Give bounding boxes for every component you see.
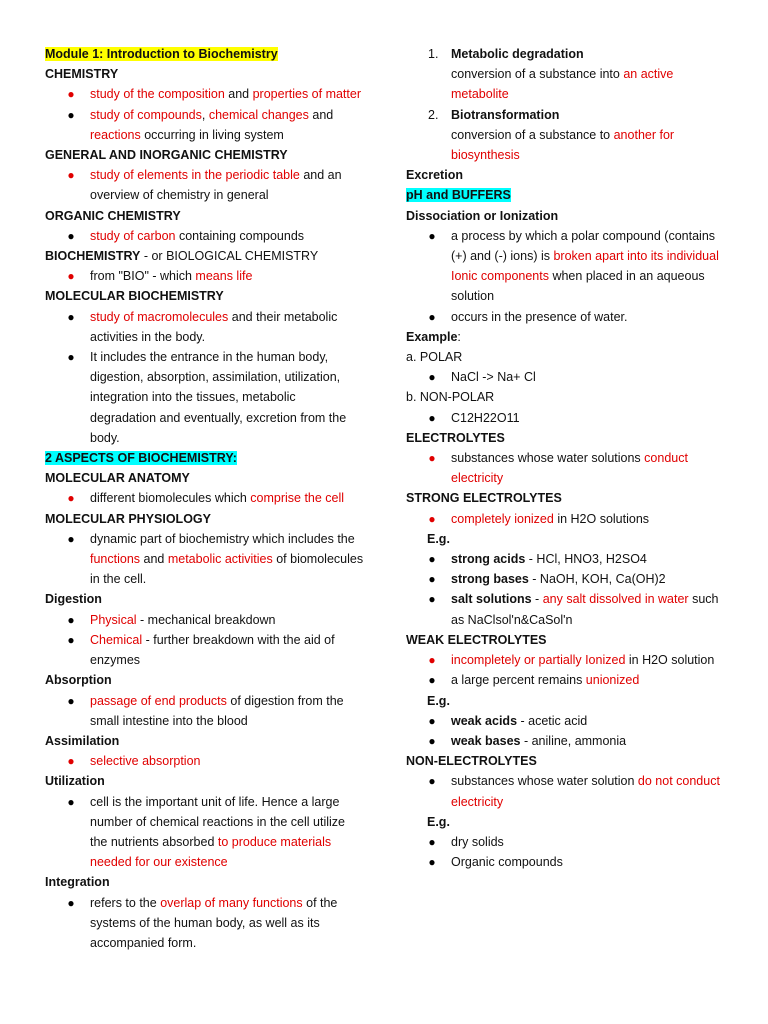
text-span: Biotransformation (451, 107, 560, 122)
bullet-icon: ● (428, 228, 436, 243)
text-span: GENERAL AND INORGANIC CHEMISTRY (45, 148, 288, 163)
list-number: 2. (428, 107, 439, 122)
section-heading (406, 630, 731, 650)
text-span: MOLECULAR PHYSIOLOGY (45, 511, 211, 526)
text-span: BIOCHEMISTRY (45, 249, 141, 264)
text-span: and an overview of chemistry in general (90, 168, 342, 203)
text-span: occurring in living system (140, 127, 284, 142)
bullet-item (45, 630, 365, 670)
bullet-item (45, 84, 365, 104)
text-span: WEAK ELECTROLYTES (406, 632, 547, 647)
bullet-item (45, 226, 365, 246)
text-span: cell is the important unit of life. Hence a large number of chemical reactions in the cell utilize the nutrients absorbed (90, 794, 345, 849)
text-span: of biomolecules in the cell. (90, 552, 364, 587)
bullet-item (406, 367, 731, 387)
bullet-item (45, 792, 365, 873)
text-span: - further breakdown with the aid of enzymes (90, 632, 335, 668)
text-span: functions (90, 552, 141, 567)
bullet-icon: ● (67, 632, 75, 647)
paragraph (406, 327, 731, 347)
text-span: substances whose water solution (451, 774, 638, 789)
bullet-icon: ● (428, 834, 436, 849)
text-span: in H2O solutions (553, 511, 650, 526)
numbered-item (406, 44, 731, 64)
text-span: strong acids (451, 552, 526, 567)
text-span: do not conduct electricity (451, 774, 720, 809)
text-span: CHEMISTRY (45, 67, 119, 82)
text-span: an active metabolite (451, 67, 674, 102)
text-span: Organic compounds (451, 855, 563, 870)
text-span: study of elements in the periodic table (90, 168, 300, 183)
bullet-item (45, 307, 365, 347)
bullet-item (45, 610, 365, 630)
text-span: It includes the entrance in the human body, digestion, absorption, assimilation, utilization, integration into the tissues, metabolic degradation and eventually, excretion from the body. (90, 350, 347, 445)
text-span: - aniline, ammonia (520, 733, 627, 748)
text-span: containing compounds (175, 228, 305, 243)
section-heading (406, 751, 731, 771)
bullet-item (406, 650, 731, 670)
text-span: different biomolecules which (90, 491, 251, 506)
text-span: ELECTROLYTES (406, 430, 505, 445)
text-span: to produce materials needed for our existence (90, 834, 332, 870)
text-span: - HCl, HNO3, H2SO4 (525, 552, 647, 567)
bullet-item (406, 589, 731, 629)
bullet-icon: ● (67, 895, 75, 910)
bullet-item (45, 691, 365, 731)
text-span: when placed in an aqueous solution (451, 269, 705, 304)
text-span: of digestion from the small intestine into the blood (90, 693, 344, 728)
bullet-icon: ● (67, 309, 75, 324)
bullet-item (406, 832, 731, 852)
text-span: MOLECULAR ANATOMY (45, 471, 190, 486)
text-span: MOLECULAR BIOCHEMISTRY (45, 289, 224, 304)
section-heading (45, 468, 365, 488)
text-span: Example (406, 329, 458, 344)
text-span: substances whose water solutions (451, 451, 645, 466)
bullet-item (45, 105, 365, 145)
section-heading (406, 206, 731, 226)
bullet-icon: ● (428, 653, 436, 668)
text-span: Utilization (45, 774, 105, 789)
text-span: occurs in the presence of water. (451, 309, 628, 324)
text-span: another for biosynthesis (451, 127, 675, 163)
text-span: - (531, 592, 543, 607)
text-span: Digestion (45, 592, 102, 607)
section-heading (45, 44, 365, 64)
text-span: and (224, 87, 253, 102)
bullet-item (45, 529, 365, 590)
bullet-icon: ● (428, 309, 436, 324)
text-span: Physical (90, 612, 137, 627)
text-span: passage of end products (90, 693, 227, 708)
list-number: 1. (428, 47, 439, 61)
section-heading (45, 872, 365, 892)
text-span: - NaOH, KOH, Ca(OH)2 (528, 572, 666, 587)
text-span: ORGANIC CHEMISTRY (45, 208, 181, 223)
text-span: 2 ASPECTS OF BIOCHEMISTRY: (45, 451, 237, 466)
paragraph (45, 246, 365, 266)
text-span: a. POLAR (406, 350, 463, 365)
indented-text (406, 125, 731, 165)
bullet-item (406, 711, 731, 731)
section-heading (45, 448, 365, 468)
bullet-icon: ● (428, 592, 436, 607)
section-heading (406, 185, 731, 205)
text-span: and their metabolic activities in the body. (90, 309, 338, 344)
text-span: NaCl -> Na+ Cl (451, 370, 536, 385)
bullet-icon: ● (67, 693, 75, 708)
bullet-icon: ● (428, 552, 436, 567)
bullet-item (45, 347, 365, 448)
bullet-item (45, 266, 365, 286)
bullet-icon: ● (67, 531, 75, 546)
text-span: C12H22O11 (451, 410, 520, 425)
text-span: E.g. (427, 693, 450, 708)
bullet-icon: ● (67, 107, 75, 122)
text-span: : (457, 329, 461, 344)
bullet-icon: ● (428, 733, 436, 748)
text-span: study of compounds (90, 107, 202, 122)
bullet-item (406, 670, 731, 690)
text-span: E.g. (427, 531, 450, 546)
bullet-item (406, 852, 731, 872)
bullet-item (45, 165, 365, 205)
text-span: Dissociation or Ionization (406, 208, 559, 223)
text-span: unionized (585, 673, 640, 688)
bullet-item (45, 751, 365, 771)
text-span: and (308, 107, 334, 122)
text-span: Chemical (90, 632, 143, 647)
text-span: study of the composition (90, 87, 225, 102)
text-span: conversion of a substance into (451, 67, 624, 82)
right-column (406, 44, 731, 872)
text-span: selective absorption (90, 754, 201, 769)
bullet-item (406, 731, 731, 751)
text-span: Excretion (406, 168, 463, 183)
section-heading (45, 589, 365, 609)
section-heading (45, 64, 365, 84)
text-span: dry solids (451, 834, 504, 849)
text-span: in H2O solution (625, 653, 715, 668)
text-span: metabolic activities (167, 552, 273, 567)
section-heading (406, 428, 731, 448)
text-span: weak bases (451, 733, 521, 748)
bullet-item (406, 307, 731, 327)
text-span: Assimilation (45, 733, 120, 748)
highlighted-heading-text (45, 451, 237, 465)
bullet-icon: ● (67, 228, 75, 243)
highlighted-heading-text (45, 47, 278, 61)
bullet-item (406, 226, 731, 307)
text-span: any salt dissolved in water (542, 592, 689, 607)
bullet-item (406, 771, 731, 811)
text-span: broken apart into its individual Ionic components (451, 249, 719, 284)
numbered-item (406, 105, 731, 125)
bullet-icon: ● (428, 673, 436, 688)
bullet-icon: ● (428, 451, 436, 466)
bullet-icon: ● (67, 794, 75, 809)
highlighted-heading-text (406, 188, 511, 202)
bullet-icon: ● (428, 855, 436, 870)
text-span: Metabolic degradation (451, 47, 584, 61)
bullet-icon: ● (428, 370, 436, 385)
bullet-icon: ● (67, 269, 75, 284)
left-column (45, 44, 365, 953)
section-heading (45, 731, 365, 751)
text-span: a large percent remains (451, 673, 586, 688)
text-span: chemical changes (208, 107, 309, 122)
paragraph (406, 387, 731, 407)
text-span: conversion of a substance to (451, 127, 614, 142)
bullet-icon: ● (67, 350, 75, 365)
text-span: - or BIOLOGICAL CHEMISTRY (140, 249, 319, 264)
indented-text (406, 64, 731, 104)
bullet-icon: ● (428, 511, 436, 526)
text-span: weak acids (451, 713, 518, 728)
example-label (406, 529, 731, 549)
text-span: means life (195, 269, 253, 284)
text-span: b. NON-POLAR (406, 390, 495, 405)
bullet-item (45, 893, 365, 954)
bullet-item (406, 448, 731, 488)
text-span: and (140, 552, 168, 567)
text-span: - acetic acid (517, 713, 588, 728)
bullet-item (406, 408, 731, 428)
text-span: , (201, 107, 209, 122)
section-heading (406, 488, 731, 508)
section-heading (45, 206, 365, 226)
text-span: such as NaClsol'n&CaSol'n (451, 592, 719, 627)
text-span: overlap of many functions (160, 895, 303, 910)
text-span: Integration (45, 875, 110, 890)
text-span: incompletely or partially Ionized (451, 653, 626, 668)
text-span: study of carbon (90, 228, 176, 243)
text-span: STRONG ELECTROLYTES (406, 491, 562, 506)
text-span: conduct electricity (451, 451, 688, 486)
bullet-icon: ● (428, 572, 436, 587)
bullet-item (406, 509, 731, 529)
bullet-icon: ● (428, 713, 436, 728)
text-span: dynamic part of biochemistry which includes the (90, 531, 355, 546)
section-heading (45, 286, 365, 306)
text-span: reactions (90, 127, 141, 142)
bullet-icon: ● (428, 410, 436, 425)
bullet-item (406, 569, 731, 589)
example-label (406, 691, 731, 711)
text-span: strong bases (451, 572, 529, 587)
bullet-icon: ● (67, 168, 75, 183)
text-span: study of macromolecules (90, 309, 229, 324)
example-label (406, 812, 731, 832)
text-span: E.g. (427, 814, 450, 829)
bullet-icon: ● (67, 491, 75, 506)
paragraph (406, 347, 731, 367)
text-span: - mechanical breakdown (136, 612, 276, 627)
section-heading (45, 670, 365, 690)
text-span: salt solutions (451, 592, 532, 607)
section-heading (45, 771, 365, 791)
text-span: NON-ELECTROLYTES (406, 754, 537, 769)
section-heading (406, 165, 731, 185)
bullet-icon: ● (428, 774, 436, 789)
bullet-item (45, 488, 365, 508)
text-span: of the systems of the human body, as well as its accompanied form. (90, 895, 338, 950)
text-span: Absorption (45, 673, 112, 688)
text-span: comprise the cell (250, 491, 345, 506)
bullet-icon: ● (67, 612, 75, 627)
section-heading (45, 145, 365, 165)
bullet-item (406, 549, 731, 569)
text-span: refers to the (90, 895, 161, 910)
text-span: pH and BUFFERS (406, 188, 511, 203)
bullet-icon: ● (67, 754, 75, 769)
text-span: properties of matter (252, 87, 361, 102)
section-heading (45, 509, 365, 529)
text-span: completely ionized (451, 511, 554, 526)
bullet-icon: ● (67, 87, 75, 102)
text-span: Module 1: Introduction to Biochemistry (45, 47, 278, 61)
text-span: from "BIO" - which (90, 269, 196, 284)
text-span: a process by which a polar compound (contains (+) and (-) ions) is (451, 228, 716, 264)
